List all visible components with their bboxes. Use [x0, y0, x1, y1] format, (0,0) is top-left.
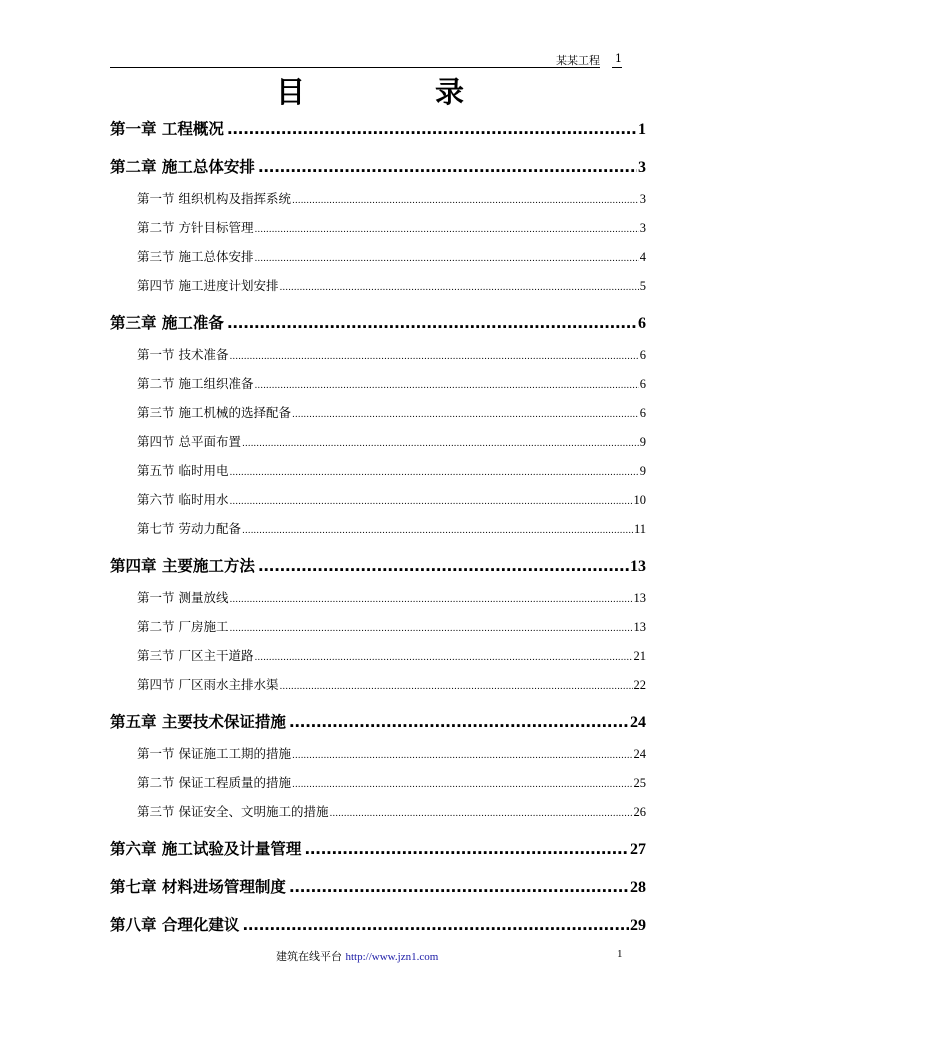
toc-leader-dots: [279, 283, 638, 293]
toc-chapter-entry[interactable]: [110, 155, 646, 177]
footer-label: 建筑在线平台: [276, 950, 346, 963]
toc-entry-page: 3: [639, 221, 646, 235]
toc-entry-label: 第二节 方针目标管理: [137, 220, 254, 235]
toc-title: 目 录: [275, 75, 525, 109]
toc-entry-label: 第四章 主要施工方法: [110, 557, 255, 575]
toc-section-entry[interactable]: [137, 247, 646, 265]
toc-entry-page: 27: [630, 841, 646, 858]
toc-entry-label: 第二节 保证工程质量的措施: [137, 775, 291, 790]
toc-leader-dots: [229, 595, 632, 605]
toc-section-entry[interactable]: [137, 588, 646, 606]
toc-leader-dots: [242, 916, 629, 934]
toc-leader-dots: [289, 713, 629, 731]
toc-chapter-entry[interactable]: [110, 710, 646, 732]
toc-chapter-entry[interactable]: [110, 311, 646, 333]
toc-leader-dots: [227, 120, 637, 138]
toc-entry-label: 第三节 施工总体安排: [137, 249, 254, 264]
toc-entry-label: 第六章 施工试验及计量管理: [110, 840, 302, 858]
toc-leader-dots: [242, 526, 633, 536]
toc-entry-page: 22: [633, 678, 646, 692]
toc-entry-page: 5: [639, 279, 646, 293]
toc-section-entry[interactable]: [137, 617, 646, 635]
toc-entry-label: 第三节 厂区主干道路: [137, 648, 254, 663]
toc-entry-page: 6: [639, 348, 646, 362]
toc-leader-dots: [227, 314, 637, 332]
toc-entry-label: 第八章 合理化建议: [110, 916, 240, 934]
toc-section-entry[interactable]: [137, 432, 646, 450]
toc-section-entry[interactable]: [137, 675, 646, 693]
toc-entry-page: 29: [630, 917, 646, 934]
toc-section-entry[interactable]: [137, 802, 646, 820]
toc-leader-dots: [229, 624, 632, 634]
toc-leader-dots: [254, 381, 638, 391]
toc-entry-label: 第五章 主要技术保证措施: [110, 713, 286, 731]
toc-entry-label: 第一节 保证施工工期的措施: [137, 746, 291, 761]
toc-section-entry[interactable]: [137, 345, 646, 363]
toc-leader-dots: [292, 196, 639, 206]
toc-leader-dots: [279, 682, 632, 692]
toc-section-entry[interactable]: [137, 646, 646, 664]
toc-entry-page: 10: [633, 493, 646, 507]
toc-entry-page: 25: [633, 776, 646, 790]
footer-page-number: 1: [617, 948, 623, 960]
toc-chapter-entry[interactable]: [110, 554, 646, 576]
toc-entry-page: 21: [633, 649, 646, 663]
toc-entry-page: 13: [630, 558, 646, 575]
toc-entry-label: 第二节 施工组织准备: [137, 376, 254, 391]
toc-chapter-entry[interactable]: [110, 837, 646, 859]
toc-leader-dots: [229, 352, 638, 362]
toc-entry-page: 24: [630, 714, 646, 731]
toc-leader-dots: [304, 840, 629, 858]
toc-entry-label: 第三章 施工准备: [110, 314, 224, 332]
header-title: 某某工程: [556, 54, 600, 67]
toc-entry-label: 第二章 施工总体安排: [110, 158, 255, 176]
toc-entry-label: 第一章 工程概况: [110, 120, 224, 138]
toc-leader-dots: [289, 878, 629, 896]
toc-entry-page: 1: [638, 121, 646, 138]
toc-entry-label: 第三节 施工机械的选择配备: [137, 405, 291, 420]
toc-entry-page: 11: [633, 522, 646, 536]
toc-section-entry[interactable]: [137, 490, 646, 508]
toc-section-entry[interactable]: [137, 374, 646, 392]
footer-url-link[interactable]: http://www.jzn1.com: [345, 951, 439, 963]
toc-entry-page: 9: [639, 435, 646, 449]
toc-entry-page: 24: [633, 747, 646, 761]
toc-entry-page: 4: [639, 250, 646, 264]
toc-leader-dots: [229, 468, 638, 478]
toc-entry-label: 第三节 保证安全、文明施工的措施: [137, 804, 329, 819]
toc-entry-label: 第四节 施工进度计划安排: [137, 278, 279, 293]
toc-entry-page: 6: [639, 377, 646, 391]
toc-entry-page: 13: [633, 591, 646, 605]
toc-section-entry[interactable]: [137, 461, 646, 479]
toc-section-entry[interactable]: [137, 276, 646, 294]
toc-entry-label: 第六节 临时用水: [137, 492, 229, 507]
toc-entry-label: 第五节 临时用电: [137, 463, 229, 478]
toc-entry-label: 第一节 测量放线: [137, 590, 229, 605]
toc-entry-page: 26: [633, 805, 646, 819]
header-page-number: 1: [612, 52, 622, 68]
toc-chapter-entry[interactable]: [110, 913, 646, 935]
toc-entry-page: 9: [639, 464, 646, 478]
toc-entry-label: 第二节 厂房施工: [137, 619, 229, 634]
toc-entry-page: 3: [638, 159, 646, 176]
toc-entry-label: 第四节 厂区雨水主排水渠: [137, 677, 279, 692]
toc-leader-dots: [292, 751, 633, 761]
toc-leader-dots: [254, 653, 632, 663]
toc-leader-dots: [258, 557, 629, 575]
toc-leader-dots: [254, 225, 638, 235]
toc-entry-label: 第七节 劳动力配备: [137, 521, 241, 536]
toc-entry-page: 6: [638, 315, 646, 332]
toc-leader-dots: [242, 439, 639, 449]
toc-section-entry[interactable]: [137, 519, 646, 537]
toc-entry-label: 第四节 总平面布置: [137, 434, 241, 449]
toc-chapter-entry[interactable]: [110, 875, 646, 897]
toc-leader-dots: [229, 497, 632, 507]
toc-entry-page: 28: [630, 879, 646, 896]
toc-entry-page: 6: [639, 406, 646, 420]
toc-section-entry[interactable]: [137, 403, 646, 421]
toc-leader-dots: [329, 809, 632, 819]
footer-text: [276, 948, 438, 964]
toc-leader-dots: [258, 158, 637, 176]
toc-entry-label: 第一节 组织机构及指挥系统: [137, 191, 291, 206]
toc-chapter-entry[interactable]: [110, 117, 646, 139]
toc-entry-page: 13: [633, 620, 646, 634]
toc-section-entry[interactable]: [137, 773, 646, 791]
toc-leader-dots: [254, 254, 638, 264]
toc-section-entry[interactable]: [137, 189, 646, 207]
toc-section-entry[interactable]: [137, 218, 646, 236]
toc-entry-label: 第七章 材料进场管理制度: [110, 878, 286, 896]
toc-entry-page: 3: [639, 192, 646, 206]
toc-leader-dots: [292, 410, 639, 420]
toc-leader-dots: [292, 780, 633, 790]
toc-section-entry[interactable]: [137, 744, 646, 762]
toc-entry-label: 第一节 技术准备: [137, 347, 229, 362]
